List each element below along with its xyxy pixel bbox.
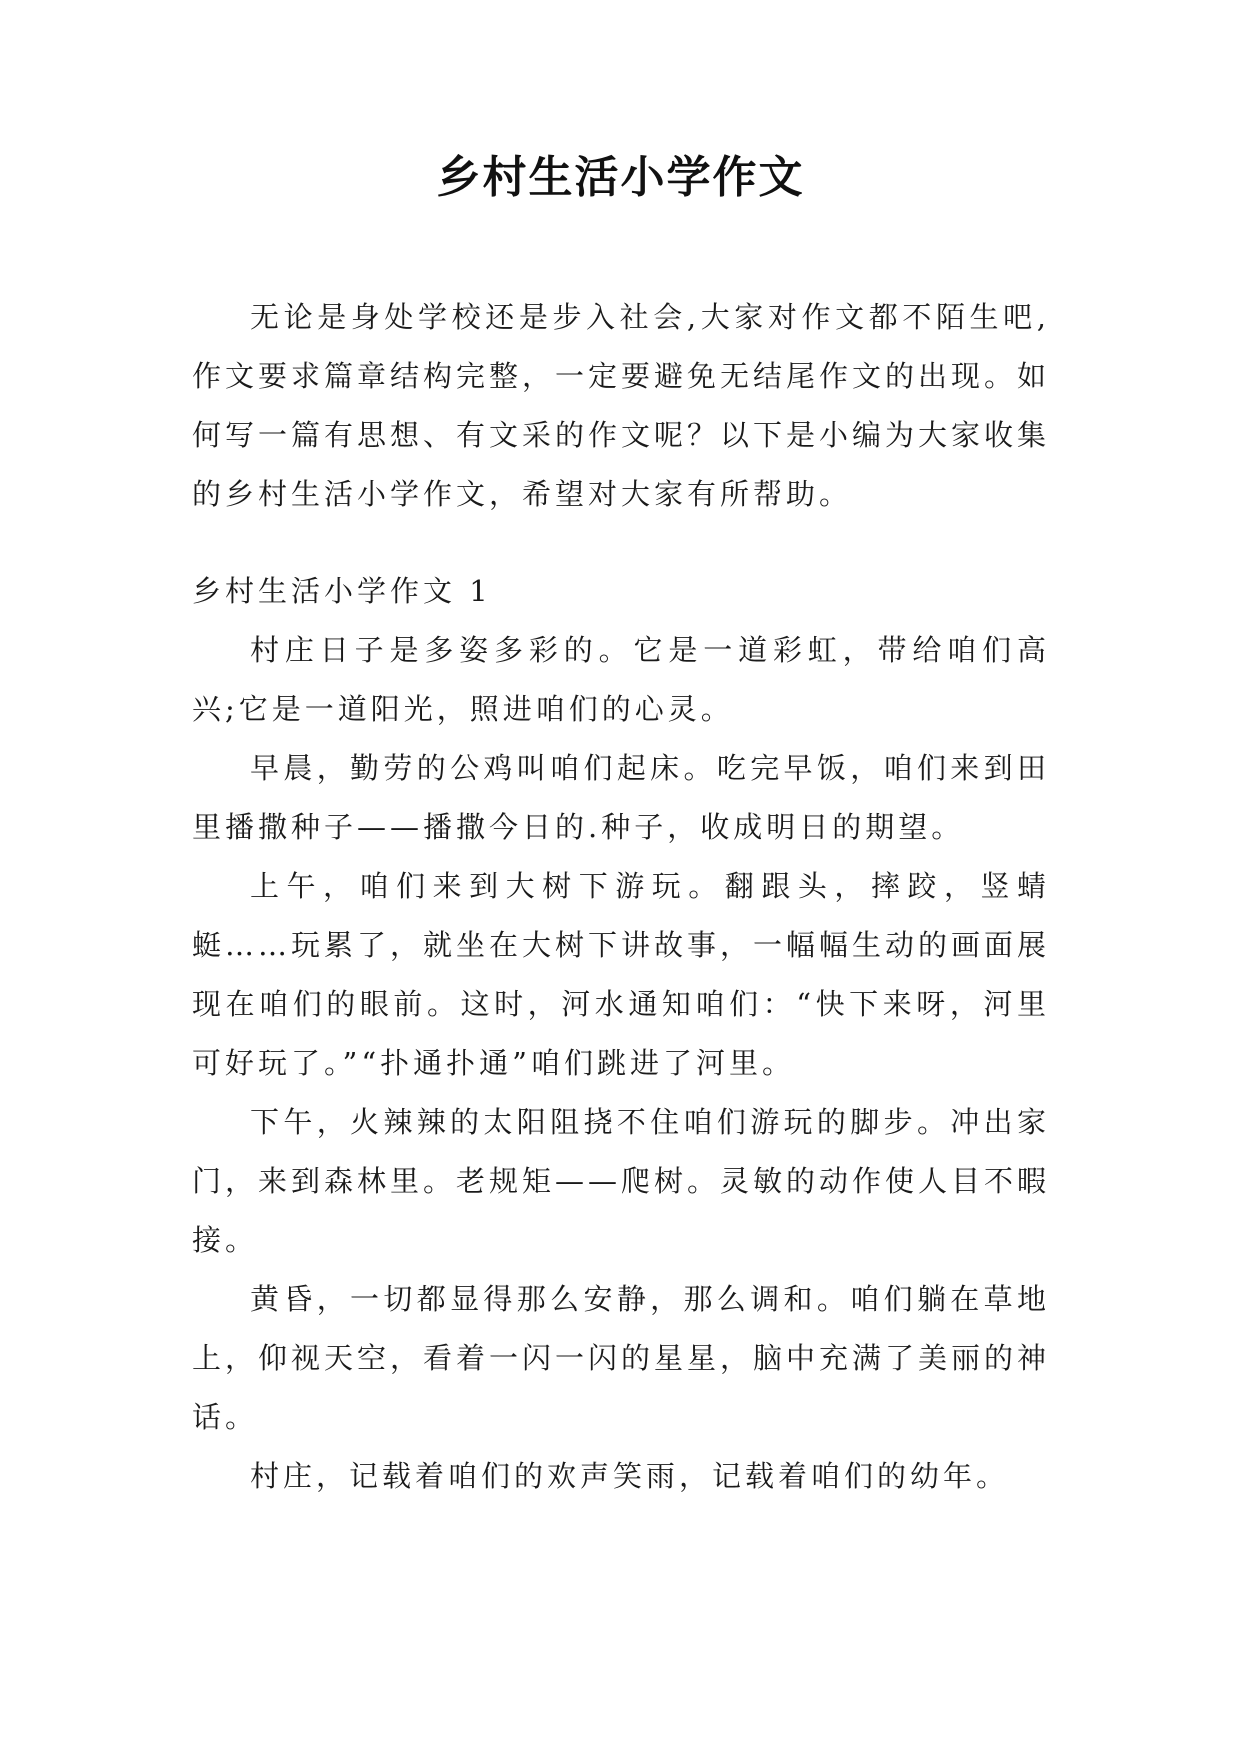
document-title: 乡村生活小学作文 [436,152,805,203]
body-paragraph: 黄昏，一切都显得那么安静，那么调和。咱们躺在草地上，仰视天空，看着一闪一闪的星星，脑中充满了美丽的神话。 [192,1282,1051,1434]
body-paragraph: 早晨，勤劳的公鸡叫咱们起床。吃完早饭，咱们来到田里播撒种子——播撒今日的.种子，收成明日的期望。 [192,751,1050,844]
document-body [192,288,1050,1506]
section-heading: 乡村生活小学作文 1 [192,574,492,608]
body-paragraph: 上午，咱们来到大树下游玩。翻跟头，摔跤，竖蜻蜓……玩累了，就坐在大树下讲故事，一幅幅生动的画面展现在咱们的眼前。这时，河水通知咱们：“快下来呀，河里可好玩了。”“扑通扑通”咱们跳进了河里。 [192,869,1051,1080]
intro-paragraph: 无论是身处学校还是步入社会,大家对作文都不陌生吧,作文要求篇章结构完整，一定要避免无结尾作文的出现。如何写一篇有思想、有文采的作文呢？以下是小编为大家收集的乡村生活小学作文，希望对大家有所帮助。 [192,300,1051,511]
body-paragraph: 下午，火辣辣的太阳阻挠不住咱们游玩的脚步。冲出家门，来到森林里。老规矩——爬树。灵敏的动作使人目不暇接。 [192,1105,1051,1257]
body-paragraph: 村庄日子是多姿多彩的。它是一道彩虹，带给咱们高兴;它是一道阳光，照进咱们的心灵。 [192,633,1050,726]
body-paragraph: 村庄，记载着咱们的欢声笑雨，记载着咱们的幼年。 [250,1459,1010,1493]
